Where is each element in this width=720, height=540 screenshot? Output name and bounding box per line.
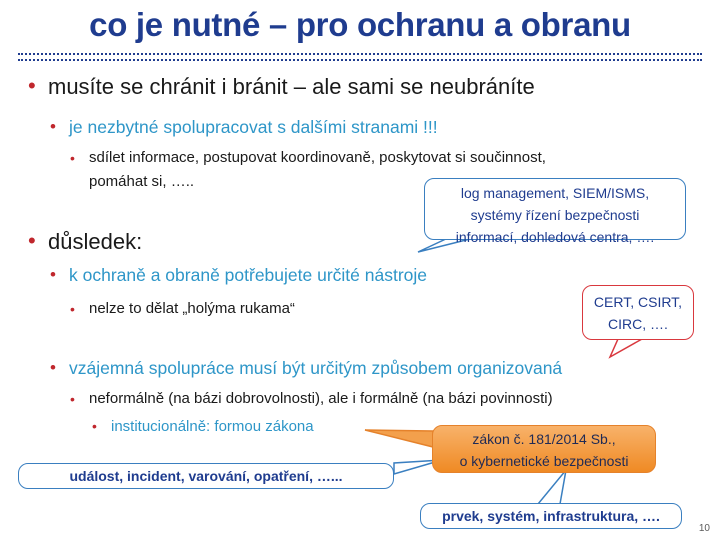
bullet-text: vzájemná spolupráce musí být určitým způsobem organizovaná <box>69 358 563 378</box>
page-title: co je nutné – pro ochranu a obranu <box>89 6 631 43</box>
callout-line: CERT, CSIRT, <box>593 294 683 310</box>
bullet-level4 <box>92 418 314 435</box>
law-callout <box>432 425 656 473</box>
law-callout-tail <box>365 430 433 447</box>
cert-callout-tail <box>610 339 642 357</box>
bullet-text: sdílet informace, postupovat koordinovaně, poskytovat si součinnost, <box>89 149 546 166</box>
bullet-dot: • <box>70 301 75 317</box>
callout-line: událost, incident, varování, opatření, …... <box>69 468 343 484</box>
bullet-text: neformálně (na bázi dobrovolnosti), ale i formálně (na bázi povinnosti) <box>89 390 553 407</box>
bullet-dot: • <box>70 391 75 407</box>
bullet-text: důsledek: <box>48 229 143 254</box>
callout-line: log management, SIEM/ISMS, <box>460 185 650 201</box>
bullet-text: je nezbytné spolupracovat s dalšími stranami !!! <box>69 117 438 137</box>
callout-line: systémy řízení bezpečnosti <box>470 207 640 223</box>
page-number: 10 <box>698 523 710 534</box>
events-callout <box>18 463 394 489</box>
bullet-text-continued: pomáhat si, ….. <box>89 173 195 190</box>
callout-line: zákon č. 181/2014 Sb., <box>472 431 616 447</box>
bullet-dot: • <box>70 150 75 166</box>
bullet-dot: • <box>28 228 36 253</box>
bullet-dot: • <box>50 117 56 136</box>
bullet-dot: • <box>50 265 56 284</box>
bullet-dot: • <box>50 358 56 377</box>
tools-callout <box>424 178 686 245</box>
bullet-text: k ochraně a obraně potřebujete určité nástroje <box>69 265 428 285</box>
callout-line: informací, dohledová centra, …. <box>455 229 655 245</box>
bullet-level2 <box>50 265 427 286</box>
bullet-dot: • <box>92 418 97 434</box>
bullet-level3 <box>70 297 295 321</box>
callout-line: o kybernetické bezpečnosti <box>459 453 629 469</box>
elements-callout <box>420 503 682 529</box>
bullet-level3 <box>70 387 553 411</box>
cert-callout <box>582 285 694 340</box>
bullet-level1 <box>28 74 535 100</box>
bullet-text: nelze to dělat „holýma rukama“ <box>89 300 295 317</box>
bullet-dot: • <box>28 73 36 98</box>
bullet-level2 <box>50 117 438 138</box>
bullet-level1 <box>28 229 142 255</box>
bullet-level2 <box>50 358 562 379</box>
callout-line: prvek, systém, infrastruktura, …. <box>442 508 660 524</box>
bullet-text: institucionálně: formou zákona <box>111 418 314 435</box>
bullet-text: musíte se chránit i bránit – ale sami se neubráníte <box>48 74 535 99</box>
callout-line: CIRC, …. <box>608 316 668 332</box>
elements-callout-tail <box>538 470 566 504</box>
